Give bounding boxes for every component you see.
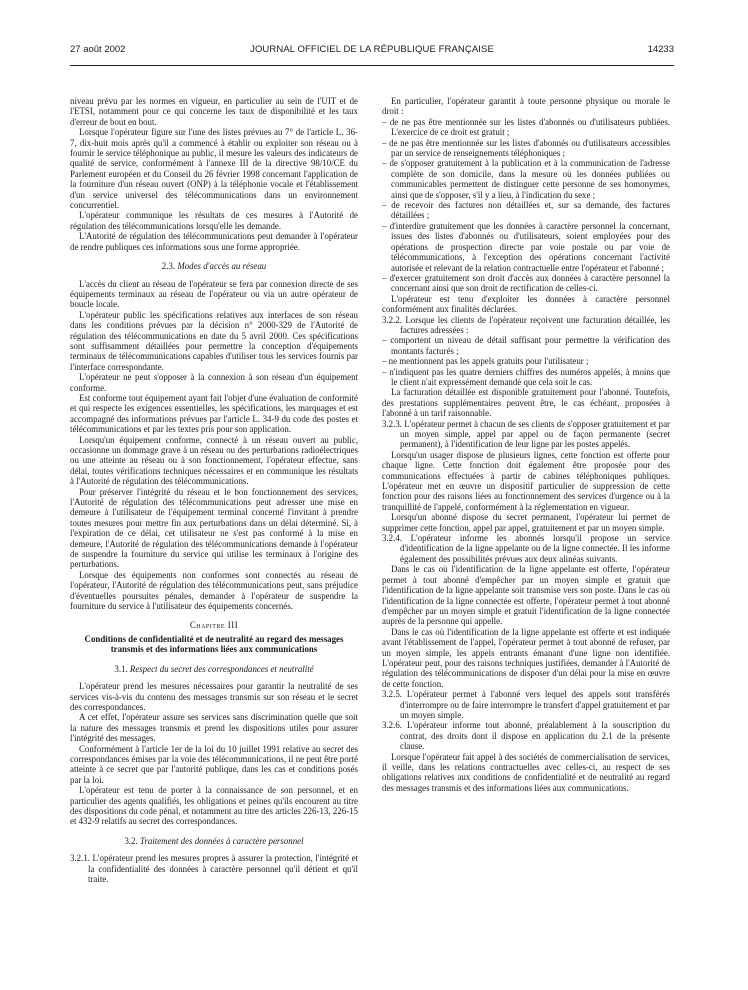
paragraph: Dans le cas où l'identification de la ligne appelante est offerte et est indiquée avant l'établissement de l'appel, l'opérateur permet à tout abonné de refuser, par un moyen simple, les appels entrants émanant d'une ligne non identifiée. L'opérateur peut, pour des raisons techniques justifiées, demander à l'Autorité de régulation des télécommunications de disposer d'un délai pour la mise en œuvre de cette fonction.	[382, 626, 670, 689]
paragraph: L'Autorité de régulation des télécommunications peut demander à l'opérateur de rendre publiques ces informations sous une forme appropriée.	[70, 231, 358, 252]
paragraph: Lorsque l'opérateur figure sur l'une des listes prévues au 7° de l'article L. 36-7, dix-huit mois après qu'il a commencé à établir ou exploiter son réseau ou à fournir le service téléphonique au public, il mesure les valeurs des indicateurs de qualité de service, conformément à l'annexe III de la directive 98/10/CE du Parlement européen et du Conseil du 26 février 1998 concernant l'application de la fourniture d'un réseau ouvert (ONP) à la téléphonie vocale et l'établissement d'un service universel des télécommunications dans un environnement concurrentiel.	[70, 127, 358, 211]
paragraph: L'opérateur communique les résultats de ces mesures à l'Autorité de régulation des télécommunications lorsqu'elle les demande.	[70, 210, 358, 231]
list-item: – comportent un niveau de détail suffisant pour permettre la vérification des montants facturés ;	[382, 335, 670, 356]
paragraph: L'accès du client au réseau de l'opérateur se fera par connexion directe de ses équipements terminaux au réseau de l'opérateur ou via un autre opérateur de boucle locale.	[70, 278, 358, 310]
header-rule	[70, 65, 674, 66]
section-title: Modes d'accès au réseau	[177, 261, 267, 272]
numbered-paragraph: 3.2.2. Lorsque les clients de l'opérateur reçoivent une facturation détaillée, les factures adressées :	[382, 314, 670, 335]
paragraph: niveau prévu par les normes en vigueur, en particulier au sein de l'UIT et de l'ETSI, notamment pour ce qui concerne les taux de disponibilité et les taux d'erreur de bout en bout.	[70, 96, 358, 127]
list-item: – ne mentionnent pas les appels gratuits pour l'utilisateur ;	[382, 356, 589, 367]
paragraph: Dans le cas où l'identification de la ligne appelante est offerte, l'opérateur permet à tout abonné d'empêcher par un moyen simple et gratuit que l'identification de la ligne appelante soit transmise vers son poste. Dans le cas où l'identification de la ligne connectée est offerte, l'opérateur permet à tout abonné d'empêcher par un moyen simple et gratuit l'identification de la ligne connectée auprès de la personne qui appelle.	[382, 564, 670, 627]
section-heading-3-1	[70, 664, 358, 674]
header-date: 27 août 2002	[70, 44, 126, 55]
right-column	[382, 96, 670, 793]
paragraph: La facturation détaillée est disponible gratuitement pour l'abonné. Toutefois, des prestations supplémentaires peuvent être, le cas échéant, proposées à l'abonné à un tarif raisonnable.	[382, 387, 670, 419]
paragraph: L'opérateur prend les mesures nécessaires pour garantir la neutralité de ses services vis-à-vis du contenu des messages transmis sur son réseau et le secret des correspondances.	[70, 681, 358, 712]
section-title: Traitement des données à caractère personnel	[139, 835, 304, 846]
paragraph: A cet effet, l'opérateur assure ses services sans discrimination quelle que soit la nature des messages transmis et prend les dispositions utiles pour assurer l'intégrité des messages.	[70, 712, 358, 744]
header-page-number: 14233	[647, 44, 674, 55]
section-heading-3-2	[70, 836, 358, 846]
paragraph: Conformément à l'article 1er de la loi du 10 juillet 1991 relative au secret des correspondances émises par la voie des télécommunications, il ne peut être porté atteinte à ce secret que par l'autorité publique, dans les cas et conditions posés par la loi.	[70, 743, 358, 785]
list-item: – de ne pas être mentionnée sur les listes d'abonnés ou d'utilisateurs publiées. L'exercice de ce droit est gratuit ;	[382, 116, 670, 138]
section-heading-2-3	[70, 261, 358, 271]
list-item: – de s'opposer gratuitement à la publication et à la communication de l'adresse complète de son domicile, dans la mesure où les données publiées ou communicables permettent de distinguer cette personne de ses homonymes, ainsi que de s'opposer, s'il y a lieu, à l'indication du sexe ;	[382, 158, 670, 200]
numbered-paragraph: 3.2.6. L'opérateur informe tout abonné, préalablement à la souscription du contrat, des droits dont il dispose en application du 2.1 de la présente clause.	[382, 720, 670, 752]
left-column	[70, 96, 358, 884]
paragraph: Est conforme tout équipement ayant fait l'objet d'une évaluation de conformité et qui respecte les exigences essentielles, les spécifications, les marquages et est accompagné des informations prévues par l'article L. 34-9 du code des postes et télécommunications et par les textes pris pour son application.	[70, 392, 358, 435]
page-header	[70, 44, 674, 58]
section-number: 2.3.	[161, 261, 178, 272]
chapter-title: Conditions de confidentialité et de neutralité au regard des messages transmis et des informations liées aux communications	[84, 633, 344, 655]
paragraph: Lorsqu'un équipement conforme, connecté à un réseau ouvert au public, occasionne un dommage grave à un réseau ou des perturbations radioélectriques ou une atteinte au réseau ou à son fonctionnement, l'opérateur effectue, sans délai, toutes vérifications techniques nécessaires et en communique les résultats à l'Autorité de régulation des télécommunications.	[70, 434, 358, 487]
paragraph: L'opérateur ne peut s'opposer à la connexion à son réseau d'un équipement conforme.	[70, 372, 358, 393]
section-number: 3.2.	[124, 835, 140, 846]
header-journal-title: JOURNAL OFFICIEL DE LA RÉPUBLIQUE FRANÇAISE	[250, 44, 494, 55]
paragraph: Lorsqu'un usager dispose de plusieurs lignes, cette fonction est offerte pour chaque ligne. Cette fonction doit également être proposée pour des communications effectuées à partir de cabines téléphoniques publiques. L'opérateur met en œuvre un dispositif particulier de suppression de cette fonction pour des raisons liées au fonctionnement des services d'urgence ou à la tranquillité de l'appelé, conformément à la réglementation en vigueur.	[382, 449, 670, 512]
paragraph: Lorsque des équipements non conformes sont connectés au réseau de l'opérateur, l'Autorité de régulation des télécommunications peut, sans préjudice d'éventuelles poursuites pénales, demander à l'opérateur de suspendre la fourniture du service à l'utilisateur des équipements concernés.	[70, 569, 358, 612]
numbered-paragraph: 3.2.5. L'opérateur permet à l'abonné vers lequel des appels sont transférés d'interrompre ou de faire interrompre le transfert d'appel gratuitement et par un moyen simple.	[382, 689, 670, 720]
section-number: 3.1.	[114, 663, 130, 674]
list-item: – de recevoir des factures non détaillées et, sur sa demande, des factures détaillées ;	[382, 200, 670, 221]
paragraph: L'opérateur est tenu d'exploiter les données à caractère personnel conformément aux finalités déclarées.	[382, 293, 670, 315]
paragraph: Pour préserver l'intégrité du réseau et le bon fonctionnement des services, l'Autorité de régulation des télécommunications peut adresser une mise en demeure à l'utilisateur de l'équipement terminal concerné l'invitant à prendre toutes mesures pour mettre fin aux perturbations dans un délai déterminé. Si, à l'expiration de ce délai, cet utilisateur ne s'est pas conformé à la mise en demeure, l'Autorité de régulation des télécommunications demande à l'opérateur de suspendre la fourniture du service qui utilise les terminaux à l'origine des perturbations.	[70, 486, 358, 570]
list-item: – d'interdire gratuitement que les données à caractère personnel la concernant, issues des listes d'abonnés ou d'utilisateurs, soient employées pour des opérations de prospection directe par voie postale ou par voie de télécommunications, à l'exception des opérations concernant l'activité autorisée et relevant de la relation contractuelle entre l'opérateur et l'abonné ;	[382, 220, 670, 273]
numbered-paragraph: 3.2.3. L'opérateur permet à chacun de ses clients de s'opposer gratuitement et par un moyen simple, appel par appel ou de façon permanente (secret permanent), à l'identification de leur ligne par les postes appelés.	[382, 418, 670, 450]
numbered-paragraph: 3.2.4. L'opérateur informe les abonnés lorsqu'il propose un service d'identification de la ligne appelante ou de la ligne connectée. Il les informe également des possibilités prévues aux deux alinéas suivants.	[382, 533, 670, 564]
section-title: Respect du secret des correspondances et neutralité	[129, 663, 314, 674]
list-item: – n'indiquent pas les quatre derniers chiffres des numéros appelés, à moins que le client n'ait expressément demandé que cela soit le cas.	[382, 366, 670, 387]
paragraph: L'opérateur public les spécifications relatives aux interfaces de son réseau dans les conditions prévues par la décision n° 2000-329 de l'Autorité de régulation des télécommunications en date du 5 avril 2000. Ces spécifications sont suffisamment détaillées pour permettre la conception d'équipements terminaux de télécommunications capables d'utiliser tous les services fournis par l'interface correspondante.	[70, 309, 358, 372]
paragraph: Lorsqu'un abonné dispose du secret permanent, l'opérateur lui permet de supprimer cette fonction, appel par appel, gratuitement et par un moyen simple.	[382, 512, 670, 533]
paragraph: L'opérateur est tenu de porter à la connaissance de son personnel, et en particulier des agents qualifiés, les obligations et peines qu'ils encourent au titre des dispositions du code pénal, et notamment au titre des articles 226-13, 226-15 et 432-9 relatifs au secret des correspondances.	[70, 785, 358, 827]
paragraph: En particulier, l'opérateur garantit à toute personne physique ou morale le droit :	[382, 96, 670, 117]
numbered-paragraph: 3.2.1. L'opérateur prend les mesures propres à assurer la protection, l'intégrité et la confidentialité des données à caractère personnel qu'il détient et qu'il traite.	[70, 853, 358, 885]
paragraph: Lorsque l'opérateur fait appel à des sociétés de commercialisation de services, il veille, dans les relations contractuelles avec celles-ci, au respect de ses obligations relatives aux conditions de confidentialité et de neutralité au regard des messages transmis et des informations liées aux communications.	[382, 751, 670, 793]
list-item: – de ne pas être mentionnée sur les listes d'abonnés ou d'utilisateurs accessibles par un service de renseignements téléphoniques ;	[382, 137, 670, 159]
chapter-heading: Chapitre III	[189, 619, 239, 630]
list-item: – d'exercer gratuitement son droit d'accès aux données à caractère personnel la concernant ainsi que son droit de rectification de celles-ci.	[382, 272, 670, 294]
